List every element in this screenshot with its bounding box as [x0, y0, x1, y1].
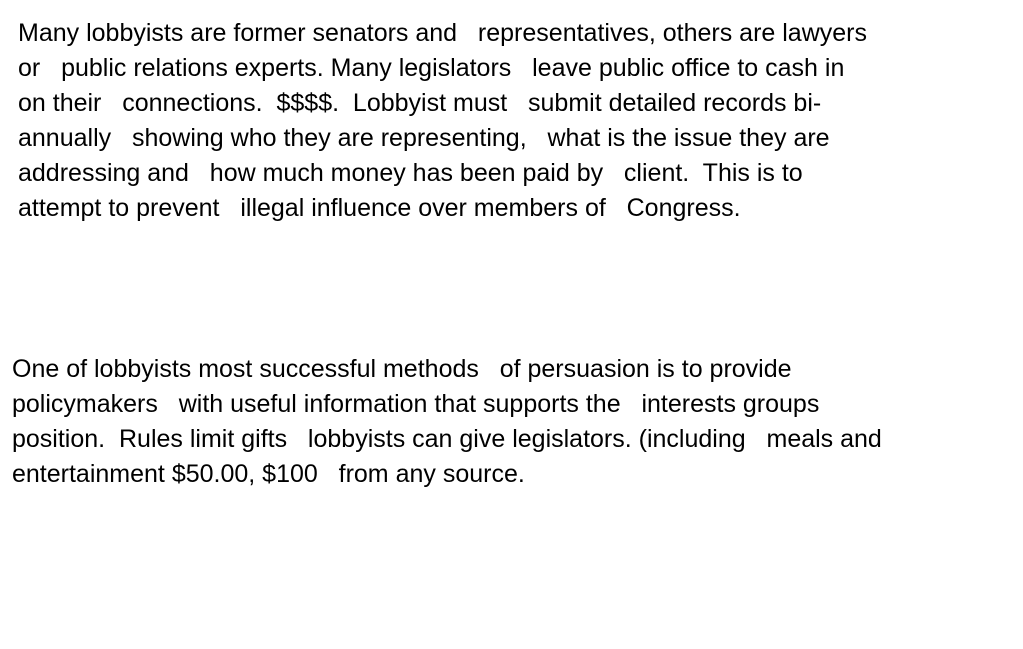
text-line: annually showing who they are representing, what is the issue they are — [18, 124, 830, 152]
text-line: or public relations experts. Many legislators leave public office to cash in — [18, 54, 845, 82]
text-line: on their connections. $$$$. Lobbyist must submit detailed records bi- — [18, 89, 822, 117]
text-line: position. Rules limit gifts lobbyists can give legislators. (including meals and — [12, 425, 882, 453]
text-line: One of lobbyists most successful methods of persuasion is to provide — [12, 355, 792, 383]
text-line: entertainment $50.00, $100 from any source. — [12, 460, 525, 488]
paragraph-persuasion-methods — [12, 352, 882, 492]
text-line: policymakers with useful information that supports the interests groups — [12, 390, 820, 418]
text-line: attempt to prevent illegal influence over members of Congress. — [18, 194, 741, 222]
paragraph-lobbyist-background — [18, 16, 867, 226]
text-line: addressing and how much money has been paid by client. This is to — [18, 159, 803, 187]
text-line: Many lobbyists are former senators and representatives, others are lawyers — [18, 19, 867, 47]
